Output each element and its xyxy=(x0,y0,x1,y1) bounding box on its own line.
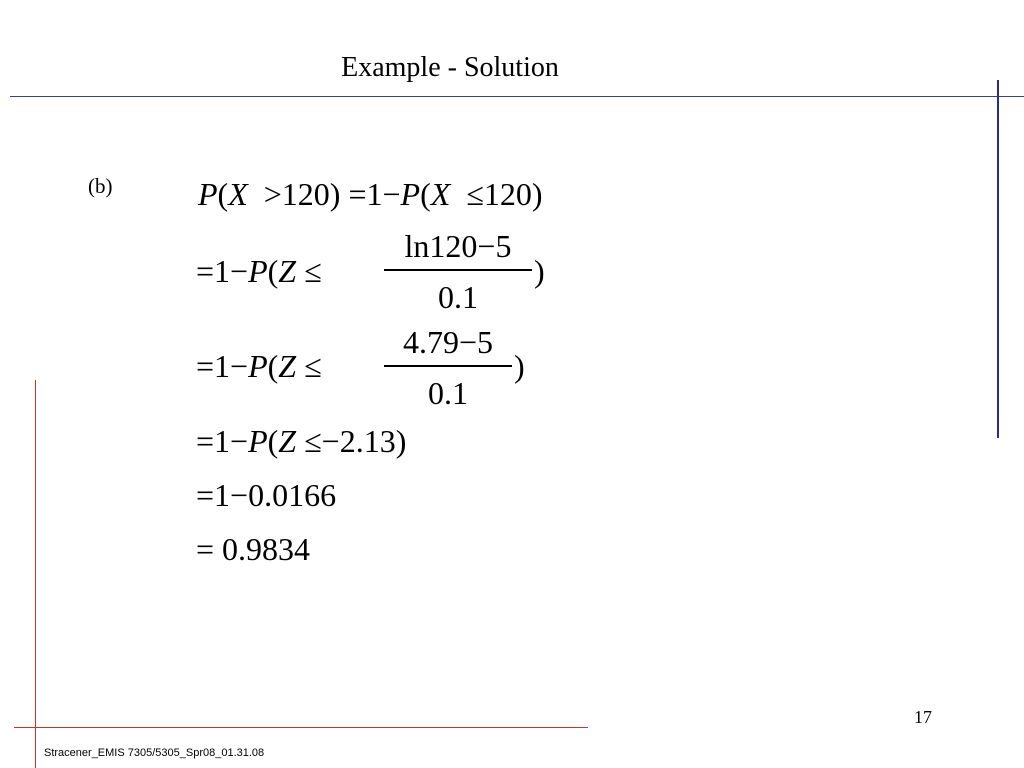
eq3-minus: − xyxy=(230,348,249,384)
eq2-minus: − xyxy=(230,253,249,289)
eq4-p: P xyxy=(248,423,268,459)
eq4-value: −2.13 xyxy=(321,423,396,459)
eq2-equals: = xyxy=(196,253,215,289)
eq3-le: ≤ xyxy=(304,348,322,384)
eq2-close: ) xyxy=(534,253,545,289)
equation-line-4 xyxy=(196,425,406,457)
eq2-fraction-bar xyxy=(384,269,532,271)
eq3-close: ) xyxy=(514,348,525,384)
equation-line-5 xyxy=(196,479,336,511)
eq2-z: Z xyxy=(278,253,297,289)
eq5-expr: 1−0.0166 xyxy=(214,477,337,513)
eq4-le: ≤ xyxy=(304,423,322,459)
eq1-p2: P xyxy=(400,176,421,212)
eq1-x2: X xyxy=(430,176,451,212)
eq4-close: ) xyxy=(395,423,407,459)
eq1-x1: X xyxy=(228,176,248,212)
eq4-minus: − xyxy=(230,423,249,459)
equation-line-1 xyxy=(198,178,543,210)
eq2-denominator: 0.1 xyxy=(438,279,478,315)
eq3-numerator: 4.79−5 xyxy=(402,324,494,360)
equation-line-3-left xyxy=(196,350,322,382)
eq1-num1: 120 xyxy=(281,176,330,212)
eq1-num2: 120 xyxy=(483,176,532,212)
right-blue-rule xyxy=(997,80,999,438)
eq1-minus: − xyxy=(382,176,401,212)
equation-line-6 xyxy=(196,533,310,565)
eq4-open: ( xyxy=(267,423,279,459)
eq2-one: 1 xyxy=(214,253,231,289)
footer-text: Stracener_EMIS 7305/5305_Spr08_01.31.08 xyxy=(44,747,265,759)
eq3-fraction-bar xyxy=(384,365,512,367)
eq3-p: P xyxy=(248,348,268,384)
eq1-p1: P xyxy=(198,176,218,212)
equation-line-2-left xyxy=(196,255,322,287)
eq2-fraction xyxy=(384,230,532,313)
top-blue-rule xyxy=(10,96,1024,97)
eq2-p: P xyxy=(248,253,268,289)
eq2-le: ≤ xyxy=(304,253,322,289)
eq3-open: ( xyxy=(267,348,279,384)
eq3-fraction xyxy=(384,326,512,409)
eq1-le: ≤ xyxy=(466,176,484,212)
eq4-z: Z xyxy=(278,423,297,459)
eq2-open: ( xyxy=(267,253,279,289)
slide-title: Example - Solution xyxy=(341,52,559,83)
bottom-red-rule xyxy=(14,727,588,728)
eq4-one: 1 xyxy=(214,423,231,459)
eq6-result: 0.9834 xyxy=(222,531,311,567)
eq1-one: 1 xyxy=(366,176,383,212)
left-red-rule xyxy=(35,380,36,768)
page-number: 17 xyxy=(914,707,932,727)
part-label: (b) xyxy=(88,174,113,198)
eq1-equals: = xyxy=(348,176,367,212)
eq1-gt: > xyxy=(263,176,282,212)
eq3-equals: = xyxy=(196,348,215,384)
eq1-open2: ( xyxy=(420,176,431,212)
eq1-close2: ) xyxy=(531,176,543,212)
eq3-denominator: 0.1 xyxy=(428,375,468,411)
eq2-numerator: ln120−5 xyxy=(404,228,512,264)
eq6-equals: = xyxy=(196,531,215,567)
eq4-equals: = xyxy=(196,423,215,459)
eq3-one: 1 xyxy=(214,348,231,384)
eq1-close1: ) xyxy=(329,176,341,212)
eq1-open1: ( xyxy=(217,176,229,212)
eq3-z: Z xyxy=(278,348,297,384)
eq5-equals: = xyxy=(196,477,215,513)
